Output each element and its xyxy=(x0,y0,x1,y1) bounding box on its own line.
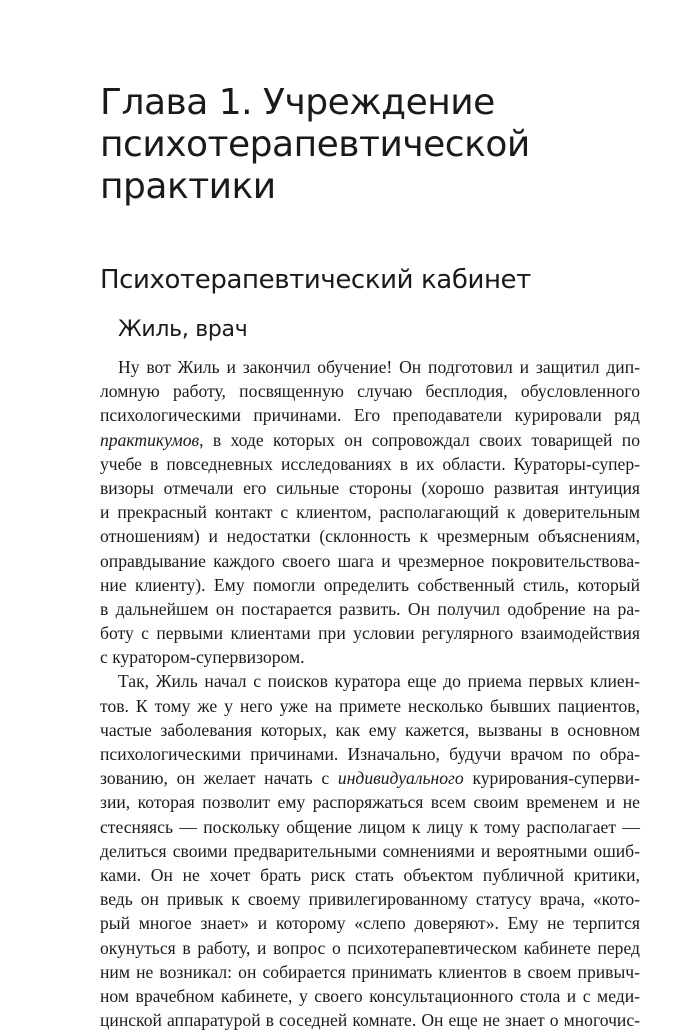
body-line xyxy=(100,452,640,476)
body-line xyxy=(100,573,640,597)
body-line xyxy=(100,524,640,548)
text-run: тов. К тому же у него уже на примете несколько бывших пациентов, xyxy=(100,695,640,716)
text-run: , в ходе которых он сопровождал своих товарищей по xyxy=(199,429,640,450)
text-run: Так, Жиль начал с поисков куратора еще до приема первых клиен- xyxy=(118,671,640,692)
body-line xyxy=(100,597,640,621)
body-line xyxy=(100,815,640,839)
body-line xyxy=(100,500,640,524)
section-title: Психотерапевтический кабинет xyxy=(100,265,531,295)
body-line xyxy=(100,645,640,669)
text-run: Ну вот Жиль и закончил обучение! Он подготовил и защитил дип- xyxy=(118,357,640,377)
chapter-title-line: психотерапевтической xyxy=(100,124,530,165)
body-text xyxy=(100,355,640,1032)
text-run: ние клиенту). Ему помогли определить собственный стиль, который xyxy=(100,574,640,595)
text-run: цинской аппаратурой в соседней комнате. Он еще не знает о многочис- xyxy=(100,1010,640,1031)
body-line xyxy=(100,355,640,379)
chapter-title xyxy=(100,82,640,208)
text-run: окунуться в работу, и вопрос о психотерапевтическом кабинете перед xyxy=(100,937,640,958)
body-line xyxy=(100,984,640,1008)
body-line xyxy=(100,476,640,500)
text-run: делиться своими предварительными сомнениями и вероятными ошиб- xyxy=(100,840,640,861)
text-run: зованию, он желает начать с xyxy=(100,768,338,789)
italic-text: практикумов xyxy=(100,429,200,450)
text-run: психологическими причинами. Его преподаватели курировали ряд xyxy=(100,405,640,426)
text-run: курирования-суперви- xyxy=(463,768,640,789)
text-run: ним не возникал: он собирается принимать клиентов в своем привыч- xyxy=(100,961,640,982)
text-run: учебе в повседневных исследованиях в их области. Кураторы-супер- xyxy=(100,453,640,474)
body-line xyxy=(100,1008,640,1032)
text-run: визоры отмечали его сильные стороны (хорошо развитая интуиция xyxy=(100,477,640,498)
text-run: ведь он привык к своему привилегированному статусу врача, «кото- xyxy=(100,889,640,910)
body-line xyxy=(100,960,640,984)
body-line xyxy=(100,839,640,863)
body-line xyxy=(100,718,640,742)
italic-text: индивидуального xyxy=(337,768,464,789)
body-line xyxy=(100,379,640,403)
text-run: стесняясь — поскольку общение лицом к лицу к тому располагает — xyxy=(100,816,640,837)
text-run: с куратором-супервизором. xyxy=(100,647,305,668)
body-line xyxy=(100,428,640,452)
body-line xyxy=(100,621,640,645)
subsection-title: Жиль, врач xyxy=(118,317,248,342)
body-line xyxy=(100,911,640,935)
text-run: в дальнейшем он постарается развить. Он получил одобрение на ра- xyxy=(100,598,640,619)
text-run: ном врачебном кабинете, у своего консультационного стола и с меди- xyxy=(100,985,640,1006)
text-run: ломную работу, посвященную случаю бесплодия, обусловленного xyxy=(100,381,640,402)
chapter-title-line: практики xyxy=(100,166,276,207)
chapter-title-line: Глава 1. Учреждение xyxy=(100,82,495,123)
text-run: оправдывание каждого своего шага и чрезмерное покровительствова- xyxy=(100,550,640,571)
text-run: отношениям) и недостатки (склонность к чрезмерным объяснениям, xyxy=(100,526,640,547)
text-run: зии, которая позволит ему распоряжаться всем своим временем и не xyxy=(100,792,640,813)
text-run: рый многое знает» и которому «слепо доверяют». Ему не терпится xyxy=(100,913,640,934)
body-line xyxy=(100,403,640,427)
text-run: боту с первыми клиентами при условии регулярного взаимодействия xyxy=(100,623,640,644)
body-line xyxy=(100,669,640,693)
body-line xyxy=(100,766,640,790)
text-run: и прекрасный контакт с клиентом, располагающий к доверительным xyxy=(100,502,640,523)
body-line xyxy=(100,863,640,887)
body-line xyxy=(100,790,640,814)
body-line xyxy=(100,742,640,766)
text-run: частые заболевания которых, как ему кажется, вызваны в основном xyxy=(100,719,640,740)
text-run: ками. Он не хочет брать риск стать объектом публичной критики, xyxy=(100,864,640,885)
text-run: психологическими причинами. Изначально, будучи врачом по обра- xyxy=(100,744,640,764)
body-line xyxy=(100,887,640,911)
body-line xyxy=(100,694,640,718)
body-line xyxy=(100,549,640,573)
body-line xyxy=(100,936,640,960)
